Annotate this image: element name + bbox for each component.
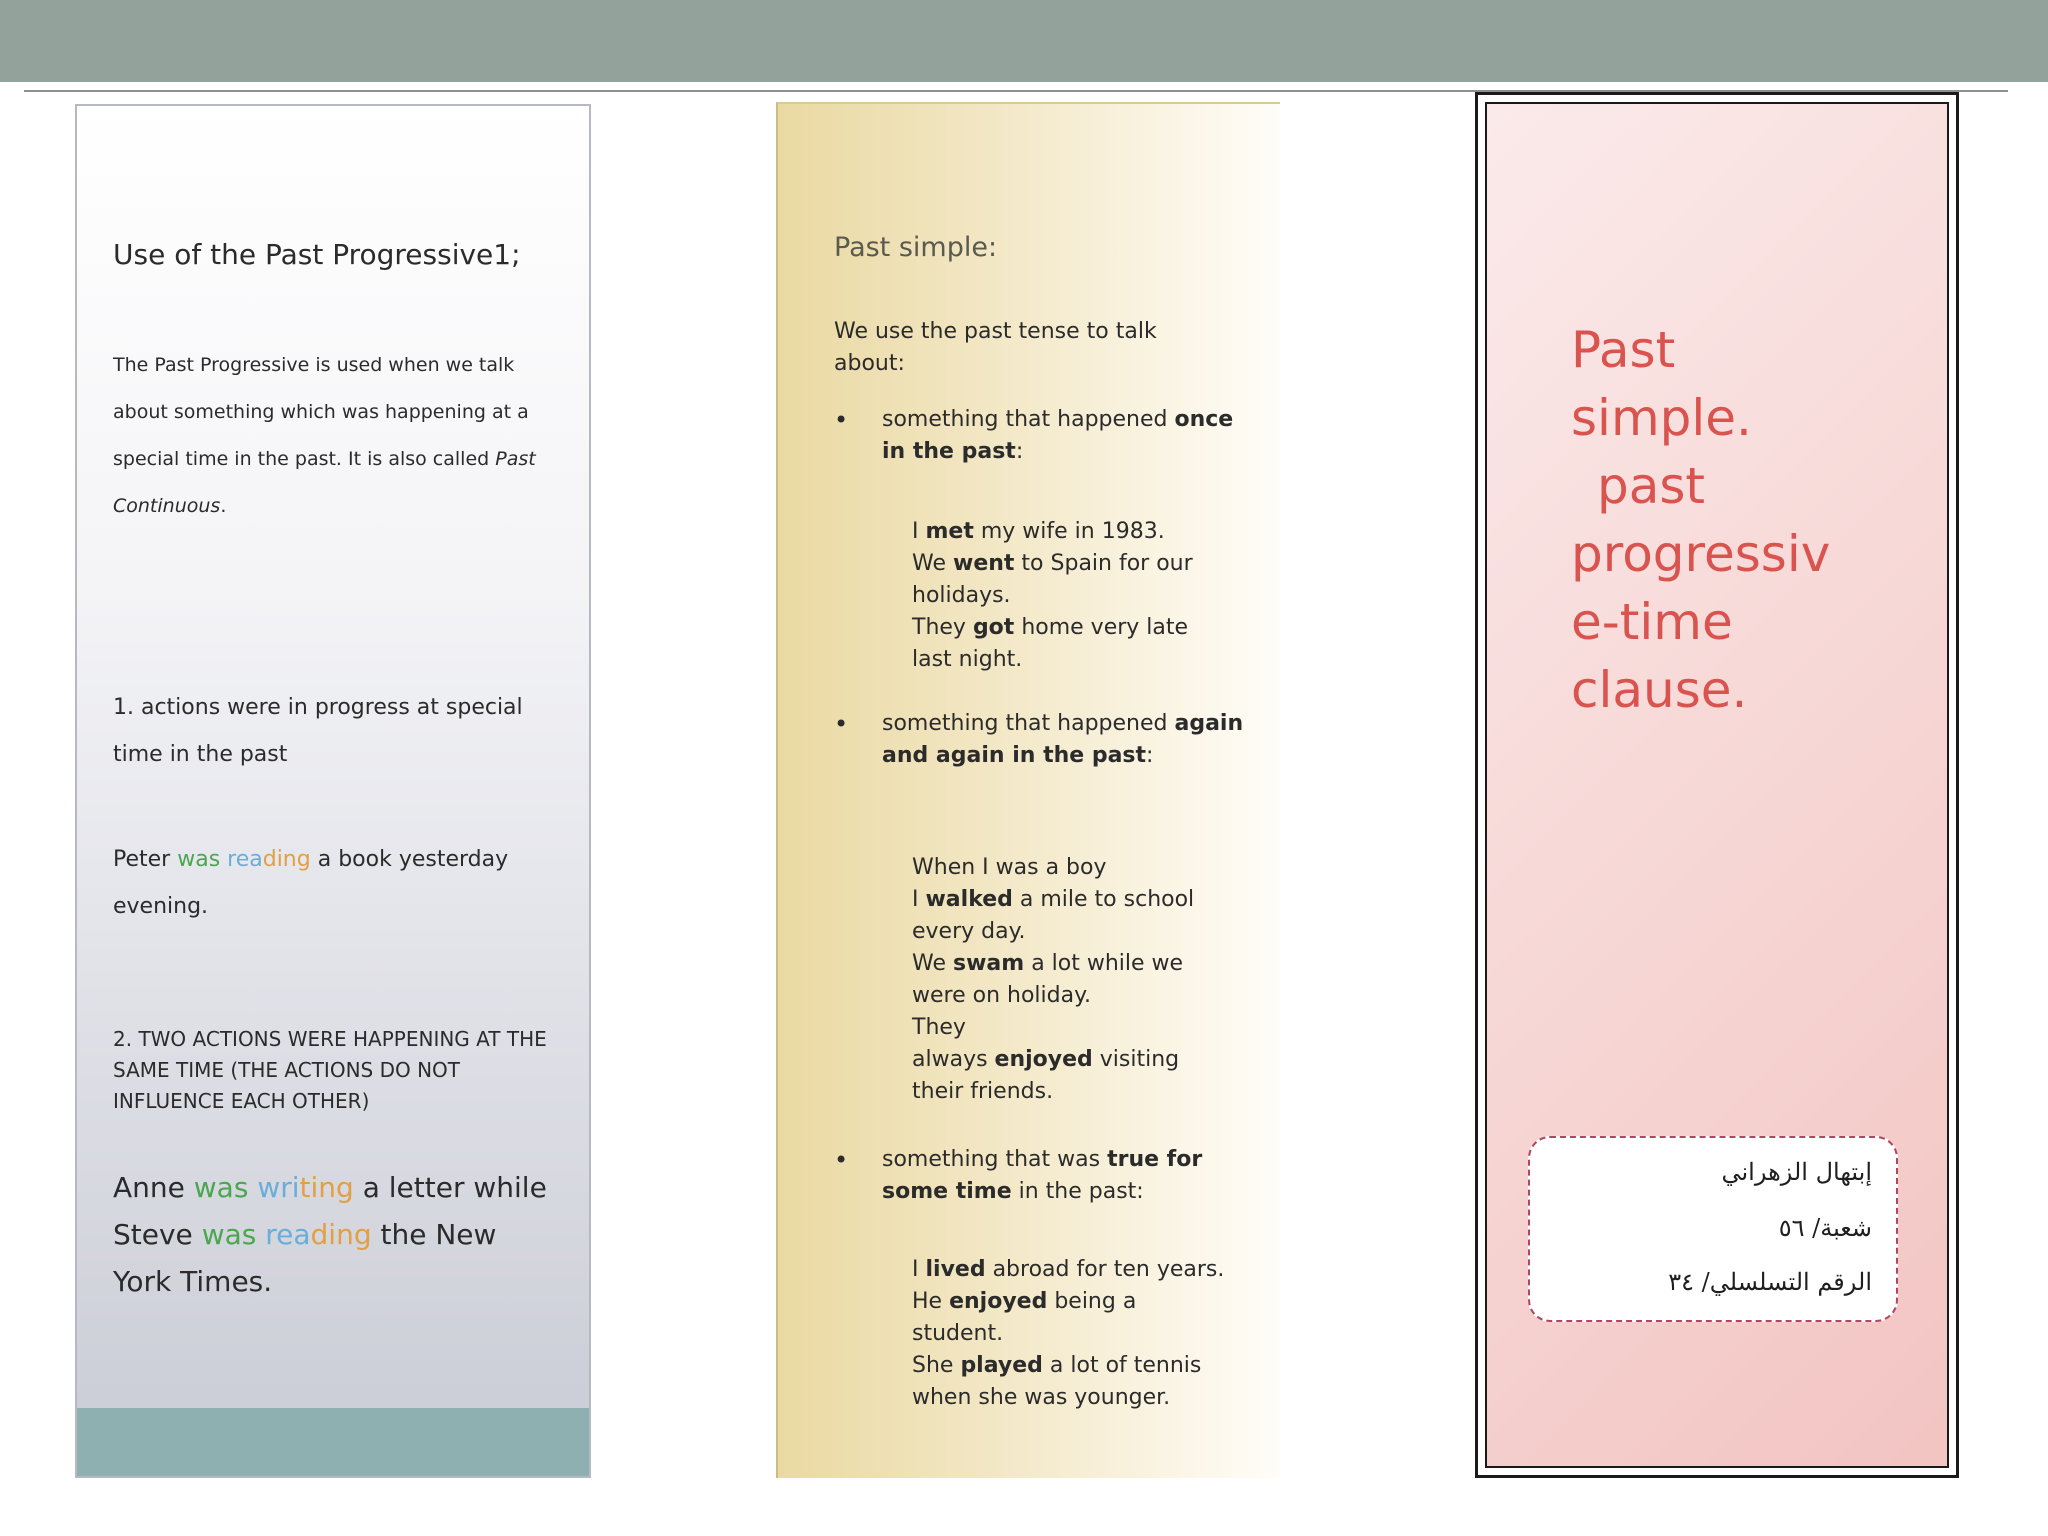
definition-text: The Past Progressive is used when we talk about something which was happening at a special time in the past. It is also called <box>113 354 529 470</box>
author-section: شعبة/ ٥٦ <box>1778 1214 1872 1242</box>
example-text: a book yesterday evening. <box>113 847 509 919</box>
panel1-definition <box>113 342 553 530</box>
author-name: إبتهال الزهراني <box>1721 1158 1872 1186</box>
bullet-bold: once in the past <box>882 407 1234 464</box>
verb-highlight: wri <box>257 1171 300 1204</box>
was-highlight: was <box>193 1171 258 1204</box>
example-1 <box>113 836 553 930</box>
past-simple-panel <box>776 102 1280 1478</box>
example-line: I walked a mile to school every day. <box>912 887 1195 944</box>
cover-title <box>1571 316 1931 724</box>
example-line: We went to Spain for our holidays. <box>912 551 1193 608</box>
title-line: progressiv <box>1571 525 1831 583</box>
example-line: I lived abroad for ten years. <box>912 1257 1225 1282</box>
title-line: clause. <box>1571 661 1748 719</box>
panel1-title: Use of the Past Progressive1; <box>113 238 521 271</box>
bullet-text: in the past: <box>1011 1179 1144 1204</box>
example-line: She played a lot of tennis when she was younger. <box>912 1353 1202 1410</box>
bullet-text: : <box>1146 743 1154 768</box>
example-text: a letter while Steve <box>113 1171 547 1251</box>
example-text: Peter <box>113 847 178 872</box>
example-line: I met my wife in 1983. <box>912 519 1165 544</box>
example-line: We swam a lot while we were on holiday. <box>912 951 1184 1008</box>
header-band <box>0 0 2048 82</box>
panel1-footer-band <box>77 1408 589 1476</box>
examples-1 <box>912 516 1232 676</box>
example-2 <box>113 1164 553 1305</box>
bullet-icon: • <box>834 710 849 738</box>
title-line: past <box>1597 457 1706 515</box>
definition-italic: Past Continuous <box>113 448 536 517</box>
bullet-text: : <box>1015 439 1024 464</box>
past-progressive-panel <box>75 104 591 1478</box>
bullet-item-1 <box>834 404 1244 468</box>
verb-highlight: rea <box>227 847 263 872</box>
bullet-item-2 <box>834 708 1244 772</box>
panel2-intro: We use the past tense to talk about: <box>834 319 1157 376</box>
verb-highlight: rea <box>265 1218 311 1251</box>
example-text: the New York Times. <box>113 1218 497 1298</box>
author-serial: الرقم التسلسلي/ ٣٤ <box>1668 1268 1872 1296</box>
use-point-1: 1. actions were in progress at special time in the past <box>113 695 523 767</box>
bullet-bold: again and again in the past <box>882 711 1244 768</box>
bullet-text: something that happened <box>882 711 1175 736</box>
bullet-text: something that happened <box>882 407 1175 432</box>
examples-2 <box>912 852 1232 1108</box>
definition-end: . <box>220 495 227 517</box>
author-card <box>1528 1136 1898 1322</box>
ing-highlight: ding <box>310 1218 372 1251</box>
ing-highlight: ding <box>262 847 311 872</box>
example-line: They <box>912 1015 966 1040</box>
bullet-icon: • <box>834 1146 849 1174</box>
was-highlight: was <box>177 847 228 872</box>
example-line: He enjoyed being a student. <box>912 1289 1137 1346</box>
bullet-bold: true for some time <box>882 1147 1203 1204</box>
title-line: Past <box>1571 321 1676 379</box>
example-line: They got home very late last night. <box>912 615 1189 672</box>
example-line: always enjoyed visiting their friends. <box>912 1047 1180 1104</box>
title-line: simple. <box>1571 389 1752 447</box>
example-line: When I was a boy <box>912 855 1107 880</box>
panel2-title: Past simple: <box>834 232 998 263</box>
bullet-text: something that was <box>882 1147 1108 1172</box>
bullet-icon: • <box>834 406 849 434</box>
title-line: e-time <box>1571 593 1733 651</box>
was-highlight: was <box>201 1218 266 1251</box>
use-point-2: 2. TWO ACTIONS WERE HAPPENING AT THE SAME TIME (THE ACTIONS DO NOT INFLUENCE EACH OTHER) <box>113 1027 547 1113</box>
bullet-item-3 <box>834 1144 1244 1208</box>
ing-highlight: ting <box>299 1171 354 1204</box>
examples-3 <box>912 1254 1232 1414</box>
example-text: Anne <box>113 1171 194 1204</box>
